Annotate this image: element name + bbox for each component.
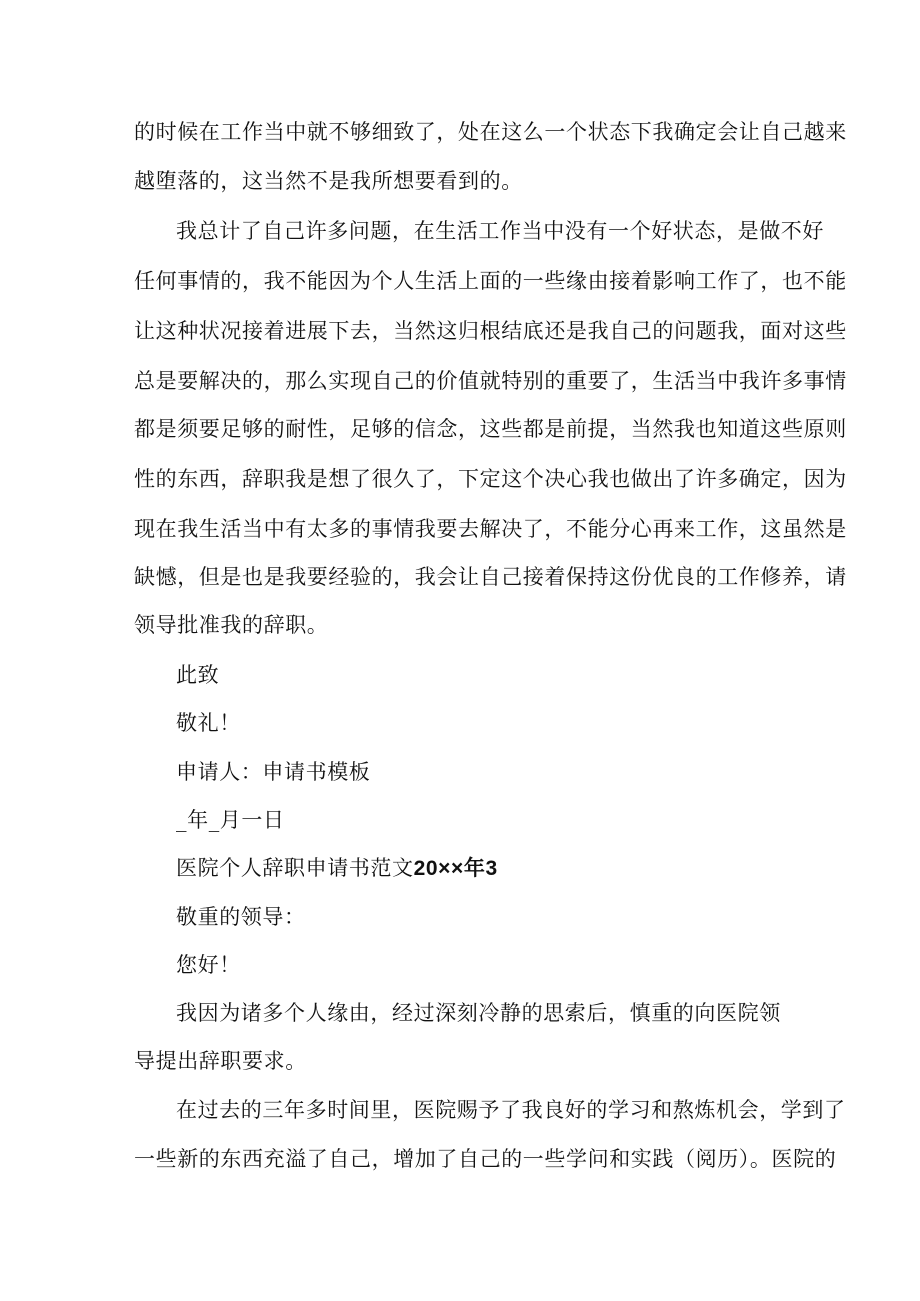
paragraph-line: 现在我生活当中有太多的事情我要去解决了，不能分心再来工作，这虽然是 xyxy=(134,517,847,541)
paragraph-line: 我因为诸多个人缘由，经过深刻冷静的思索后，慎重的向医院领 xyxy=(176,1001,781,1025)
paragraph-line: 缺憾，但是也是我要经验的，我会让自己接着保持这份优良的工作修养，请 xyxy=(134,565,847,589)
second-letter-title xyxy=(176,853,836,884)
paragraph-line: 一些新的东西充溢了自己，增加了自己的一些学问和实践（阅历）。医院的 xyxy=(134,1147,837,1171)
salute-line: 敬礼！ xyxy=(176,711,241,735)
second-title-year: 20××年3 xyxy=(413,857,498,880)
paragraph-line: 性的东西，辞职我是想了很久了，下定这个决心我也做出了许多确定，因为 xyxy=(134,467,847,491)
date-line: _年_月一日 xyxy=(176,808,285,832)
paragraph-line: 我总计了自己许多问题，在生活工作当中没有一个好状态，是做不好 xyxy=(176,219,824,243)
paragraph-line: 领导批准我的辞职。 xyxy=(134,613,329,637)
paragraph-line: 越堕落的，这当然不是我所想要看到的。 xyxy=(134,169,523,193)
greeting-line: 敬重的领导： xyxy=(176,905,306,929)
paragraph-line: 都是须要足够的耐性，足够的信念，这些都是前提，当然我也知道这些原则 xyxy=(134,417,847,441)
greeting-line: 您好！ xyxy=(176,953,241,977)
paragraph-line: 让这种状况接着进展下去，当然这归根结底还是我自己的问题我，面对这些 xyxy=(134,319,847,343)
closing-line: 此致 xyxy=(176,663,220,687)
paragraph-line: 总是要解决的，那么实现自己的价值就特别的重要了，生活当中我许多事情 xyxy=(134,369,847,393)
paragraph-line: 导提出辞职要求。 xyxy=(134,1049,307,1073)
paragraph-line: 在过去的三年多时间里，医院赐予了我良好的学习和熬炼机会，学到了 xyxy=(176,1098,846,1122)
applicant-line: 申请人：申请书模板 xyxy=(176,760,371,784)
paragraph-line: 任何事情的，我不能因为个人生活上面的一些缘由接着影响工作了，也不能 xyxy=(134,269,847,293)
paragraph-line: 的时候在工作当中就不够细致了，处在这么一个状态下我确定会让自己越来 xyxy=(134,120,847,144)
second-title-text: 医院个人辞职申请书范文 xyxy=(176,856,414,880)
